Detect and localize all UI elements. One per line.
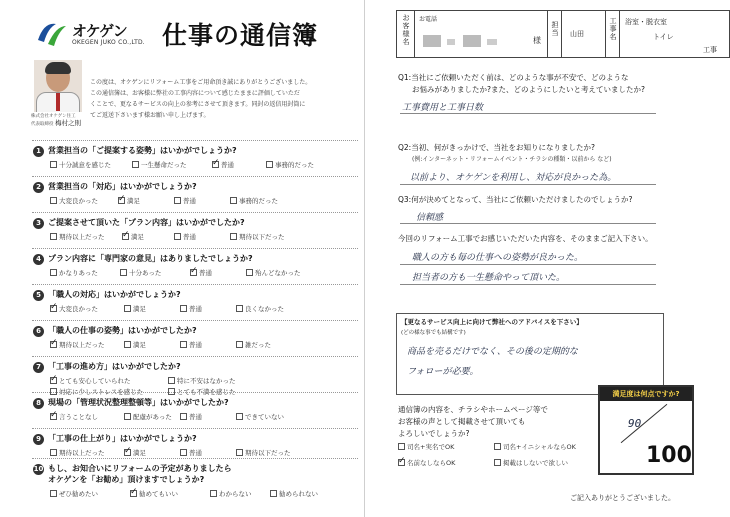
option[interactable]	[236, 340, 271, 349]
question-10	[32, 458, 358, 514]
option-label: 大変良かった	[59, 197, 98, 205]
question-options	[50, 412, 358, 424]
option[interactable]	[124, 448, 146, 457]
option-label: 満足	[127, 197, 140, 205]
checked-checkbox[interactable]	[50, 341, 57, 348]
question-number: 2	[33, 182, 44, 193]
checkbox[interactable]	[168, 377, 175, 384]
option-label: 満足	[133, 341, 146, 349]
option[interactable]	[120, 268, 161, 277]
option[interactable]	[174, 232, 196, 241]
customer-label: お客様名	[402, 14, 410, 46]
score-box	[598, 385, 694, 475]
option-label: ぜひ勧めたい	[59, 490, 98, 498]
option-label: 雑だった	[245, 341, 271, 349]
checkbox[interactable]	[236, 413, 243, 420]
q2-text: Q2:当初、何がきっかけで、当社をお知りになりましたか?	[398, 143, 596, 152]
q2-sub: (例:インターネット・リフォームイベント・チラシの種類・以前から など)	[412, 156, 612, 163]
checkbox[interactable]	[174, 197, 181, 204]
checkbox[interactable]	[174, 233, 181, 240]
option-label: 司名+実名でOK	[407, 443, 455, 451]
checked-checkbox[interactable]	[398, 459, 405, 466]
option[interactable]	[168, 376, 236, 385]
checked-checkbox[interactable]	[130, 490, 137, 497]
option[interactable]	[118, 196, 140, 205]
option-label: 普通	[189, 305, 202, 313]
question-options	[50, 376, 358, 396]
option-label: 満足	[133, 449, 146, 457]
option[interactable]	[236, 304, 284, 313]
option[interactable]	[50, 340, 105, 349]
option-label: 普通	[221, 161, 234, 169]
question-text: 現場の「管理状況整理整頓等」はいかがでしたか?	[48, 398, 229, 407]
question-options	[50, 340, 358, 352]
checkbox[interactable]	[50, 197, 57, 204]
option[interactable]	[50, 160, 111, 169]
question-text: もし、お知合いにリフォームの予定がありましたら	[48, 464, 232, 473]
option[interactable]	[230, 196, 278, 205]
checkbox[interactable]	[236, 305, 243, 312]
work-value-1: 浴室・脱衣室	[625, 18, 667, 26]
page-title: 仕事の通信簿	[162, 21, 319, 50]
score-value: 90	[628, 417, 642, 430]
question-number: 9	[33, 434, 44, 445]
option-label: 期待以上だった	[59, 233, 105, 241]
intro-line: この度は、オケゲンにリフォーム工事をご用命頂き誠にありがとうございました。	[90, 79, 312, 86]
advice-title: 【更なるサービス向上に向けて弊社へのアドバイスを下さい】	[401, 318, 583, 326]
question-text: 営業担当の「ご提案する姿勢」はいかがでしょうか?	[48, 146, 237, 155]
option-label: 勧められない	[279, 490, 318, 498]
question-4	[32, 248, 358, 284]
option-label: 配慮があった	[133, 413, 172, 421]
question-options	[50, 304, 358, 316]
option-label: できていない	[245, 413, 284, 421]
logo-mark-icon	[34, 18, 68, 48]
checkbox[interactable]	[236, 449, 243, 456]
checked-checkbox[interactable]	[190, 269, 197, 276]
intro-line: てご返送下さいます様お願い申し上げます。	[90, 112, 210, 119]
option-label: とても不満を感じた	[177, 388, 236, 396]
question-text: 「工事の仕上がり」はいかがでしょうか?	[48, 434, 197, 443]
option[interactable]	[50, 376, 131, 385]
answer-line	[400, 184, 656, 185]
q3-text: Q3:何が決めてとなって、当社にご依頼いただけましたのでしょうか?	[398, 195, 633, 204]
answer-line	[400, 284, 656, 285]
question-options	[50, 232, 358, 244]
option-label: 名前なしならOK	[407, 459, 456, 467]
q1-answer: 工事費用と工事日数	[402, 103, 484, 113]
option[interactable]	[236, 412, 284, 421]
staff-value: 山田	[570, 30, 584, 38]
intro-line: この通信簿は、お客様に弊社の工事内容について感じたままに評価していただ	[90, 90, 300, 97]
checkbox[interactable]	[50, 269, 57, 276]
checked-checkbox[interactable]	[212, 161, 219, 168]
q4-text: 今回のリフォーム工事でお感じいただいた内容を、そのままご記入下さい。	[398, 234, 653, 243]
option-label: 期待以下だった	[245, 449, 291, 457]
checkbox[interactable]	[236, 341, 243, 348]
checkbox[interactable]	[270, 490, 277, 497]
option[interactable]	[270, 489, 318, 498]
checkbox[interactable]	[120, 269, 127, 276]
question-1	[32, 140, 358, 176]
work-label-cell	[606, 11, 620, 57]
option-label: 殆んどなかった	[255, 269, 301, 277]
option[interactable]	[266, 160, 314, 169]
redacted-name-block	[487, 39, 497, 45]
checkbox[interactable]	[180, 305, 187, 312]
option[interactable]	[50, 448, 105, 457]
option-label: 期待以上だった	[59, 341, 105, 349]
checked-checkbox[interactable]	[50, 305, 57, 312]
q1-text-2: お悩みがありましたか?また、どのようにしたいと考えていましたか?	[412, 85, 645, 94]
advice-sub: (どの様な事でも結構です)	[401, 330, 466, 336]
option-label: 普通	[199, 269, 212, 277]
publish-option[interactable]	[494, 458, 568, 467]
customer-label-cell	[397, 11, 415, 57]
option-label: かなりあった	[59, 269, 98, 277]
checkbox[interactable]	[180, 341, 187, 348]
option-label: 普通	[189, 413, 202, 421]
question-text-2: オケゲンを「お勧め」頂けますでしょうか?	[48, 475, 205, 484]
work-value-2: トイレ	[653, 33, 674, 41]
president-caption	[31, 114, 81, 128]
option-label: 勧めてもいい	[139, 490, 178, 498]
advice-box	[396, 313, 664, 395]
option[interactable]	[124, 412, 172, 421]
checkbox[interactable]	[494, 443, 501, 450]
brand-name: オケゲン	[72, 22, 127, 40]
question-number: 3	[33, 218, 44, 229]
question-number: 6	[33, 326, 44, 337]
phone-label: お電話	[419, 16, 438, 23]
redacted-name-block	[423, 35, 441, 47]
checkbox[interactable]	[124, 341, 131, 348]
question-text: プラン内容に「専門家の意見」はありましたでしょうか?	[48, 254, 253, 263]
option-label: 期待以上だった	[59, 449, 105, 457]
option[interactable]	[180, 304, 202, 313]
question-7	[32, 356, 358, 396]
question-5	[32, 284, 358, 320]
checkbox[interactable]	[266, 161, 273, 168]
option[interactable]	[180, 340, 202, 349]
option-label: 事務的だった	[275, 161, 314, 169]
checked-checkbox[interactable]	[50, 377, 57, 384]
option-label: 言うことなし	[59, 413, 98, 421]
option-label: 普通	[183, 197, 196, 205]
publish-option[interactable]	[398, 442, 454, 451]
staff-label-cell	[548, 11, 562, 57]
checkbox[interactable]	[230, 233, 237, 240]
brand-sub: OKEGEN JUKO CO.,LTD.	[72, 39, 145, 46]
checkbox[interactable]	[230, 197, 237, 204]
question-number: 1	[33, 146, 44, 157]
president-photo	[34, 60, 82, 112]
option-label: 満足	[131, 233, 144, 241]
option[interactable]	[130, 489, 178, 498]
advice-answer-1: 商品を売るだけでなく、その後の定期的な	[407, 347, 578, 357]
checkbox[interactable]	[180, 449, 187, 456]
checkbox[interactable]	[132, 161, 139, 168]
score-max: 100	[646, 443, 692, 468]
option[interactable]	[122, 232, 144, 241]
option-label: 大変良かった	[59, 305, 98, 313]
option-label: 普通	[189, 341, 202, 349]
q3-answer: 信頼感	[416, 213, 444, 223]
publish-q1: 通信簿の内容を、チラシやホームページ等で	[398, 405, 548, 414]
checked-checkbox[interactable]	[118, 197, 125, 204]
option-label: 事務的だった	[239, 197, 278, 205]
question-number: 5	[33, 290, 44, 301]
president-role: 代表取締役	[31, 122, 54, 127]
company-logo	[34, 18, 152, 52]
thanks-text: ご記入ありがとうございました。	[570, 494, 675, 502]
question-number: 8	[33, 398, 44, 409]
option-label: 良くなかった	[245, 305, 284, 313]
option[interactable]	[132, 160, 187, 169]
option[interactable]	[50, 304, 98, 313]
company-name: 株式会社オケゲン住工	[31, 114, 76, 119]
question-options	[50, 160, 358, 172]
question-3	[32, 212, 358, 248]
question-text: ご提案させて頂いた「プラン内容」はいかがでしたか?	[48, 218, 245, 227]
intro-text	[90, 77, 356, 121]
option[interactable]	[230, 232, 285, 241]
question-options	[50, 268, 358, 280]
checkbox[interactable]	[398, 443, 405, 450]
question-8	[32, 392, 358, 428]
option-label: 期待以下だった	[239, 233, 285, 241]
option[interactable]	[190, 268, 212, 277]
question-text: 「職人の対応」はいかがでしょうか?	[48, 290, 181, 299]
option[interactable]	[124, 304, 146, 313]
option-label: 対応に少しストレスを感じた	[59, 388, 144, 396]
publish-option[interactable]	[398, 458, 455, 467]
option-label: 司名+イニシャルならOK	[503, 443, 576, 451]
option-label: 普通	[183, 233, 196, 241]
option[interactable]	[212, 160, 234, 169]
checkbox[interactable]	[50, 449, 57, 456]
option-label: 一生懸命だった	[141, 161, 187, 169]
checkbox[interactable]	[180, 413, 187, 420]
option[interactable]	[50, 489, 98, 498]
redacted-name-block	[463, 35, 481, 47]
score-label: 満足度は何点ですか?	[600, 387, 692, 401]
option-label: とても安心していられた	[59, 377, 131, 385]
redacted-name-block	[447, 39, 455, 45]
q4-answer-2: 担当者の方も一生懸命やって頂いた。	[412, 273, 566, 283]
staff-value-cell	[562, 11, 606, 57]
publish-option[interactable]	[494, 442, 576, 451]
advice-answer-2: フォローが必要。	[407, 367, 479, 377]
answer-line	[400, 113, 656, 114]
option[interactable]	[50, 412, 98, 421]
option[interactable]	[50, 268, 98, 277]
option-label: 普通	[189, 449, 202, 457]
option-label: 特に不安はなかった	[177, 377, 236, 385]
sama-label: 様	[533, 36, 541, 45]
work-label: 工事名	[609, 17, 617, 41]
publish-q3: よろしいでしょうか?	[398, 429, 470, 438]
question-text: 営業担当の「対応」はいかがでしょうか?	[48, 182, 197, 191]
option[interactable]	[236, 448, 291, 457]
option-label: 掲載はしないで欲しい	[503, 459, 568, 467]
checkbox[interactable]	[494, 459, 501, 466]
checked-checkbox[interactable]	[124, 449, 131, 456]
customer-value-cell	[415, 11, 548, 57]
option[interactable]	[180, 448, 202, 457]
question-2	[32, 176, 358, 212]
option-label: 満足	[133, 305, 146, 313]
question-number: 10	[33, 465, 44, 473]
answer-line	[400, 264, 656, 265]
option-label: 十分あった	[129, 269, 162, 277]
question-options	[50, 489, 358, 501]
option[interactable]	[174, 196, 196, 205]
president-name: 梅村之則	[54, 119, 81, 127]
checkbox[interactable]	[124, 413, 131, 420]
question-6	[32, 320, 358, 356]
checkbox[interactable]	[50, 490, 57, 497]
q1-text: Q1:当社にご依頼いただく前は、どのような事が不安で、どのような	[398, 73, 629, 82]
checked-checkbox[interactable]	[122, 233, 129, 240]
checkbox[interactable]	[246, 269, 253, 276]
option-label: 十分誠意を感じた	[59, 161, 111, 169]
q2-answer: 以前より、オケゲンを利用し、対応が良かった為。	[410, 173, 617, 183]
checkbox[interactable]	[210, 490, 217, 497]
staff-label: 担当	[551, 21, 559, 37]
option[interactable]	[124, 340, 146, 349]
work-suffix: 工事	[703, 46, 717, 54]
answer-line	[400, 223, 656, 224]
option[interactable]	[50, 196, 98, 205]
intro-line: くことで、更なるサービスの向上の参考にさせて頂きます。同封の返信用封筒に	[90, 101, 306, 108]
question-number: 4	[33, 254, 44, 265]
checkbox[interactable]	[50, 161, 57, 168]
option[interactable]	[180, 412, 202, 421]
checkbox[interactable]	[124, 305, 131, 312]
customer-header	[396, 10, 730, 58]
option[interactable]	[50, 232, 105, 241]
option[interactable]	[210, 489, 252, 498]
option-label: わからない	[219, 490, 252, 498]
question-options	[50, 196, 358, 208]
checkbox[interactable]	[50, 233, 57, 240]
question-text: 「工事の進め方」はいかがでしたか?	[48, 362, 181, 371]
publish-q2: お客様の声として掲載させて頂いても	[398, 417, 526, 426]
option[interactable]	[246, 268, 301, 277]
checked-checkbox[interactable]	[50, 413, 57, 420]
q4-answer-1: 職人の方も毎の仕事への姿勢が良かった。	[412, 253, 584, 263]
question-text: 「職人の仕事の姿勢」はいかがでしたか?	[48, 326, 197, 335]
question-number: 7	[33, 362, 44, 373]
